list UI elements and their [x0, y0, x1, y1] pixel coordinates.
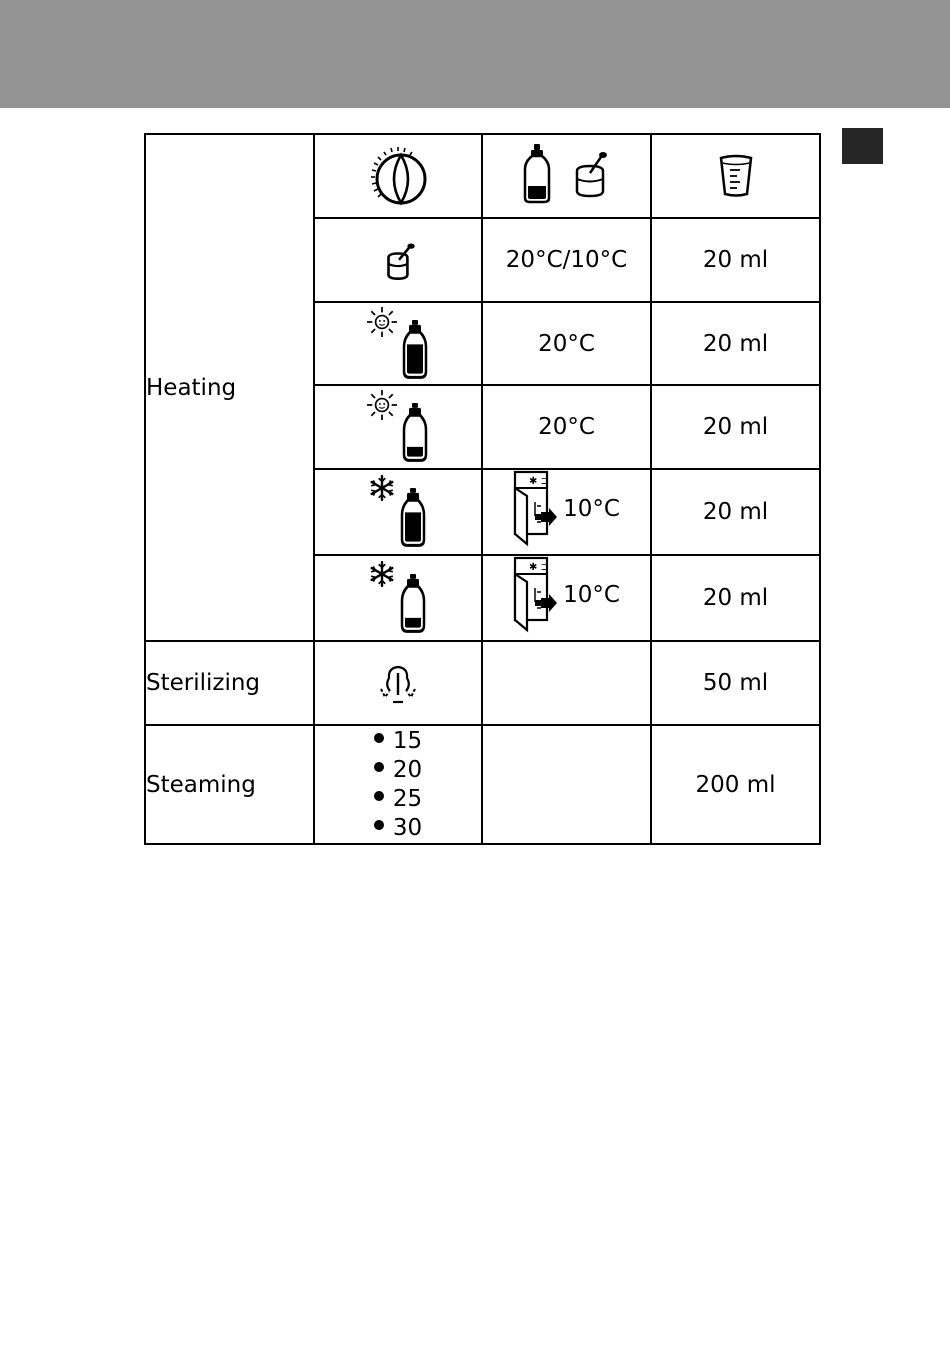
food-jar-icon	[571, 149, 611, 199]
temperature-value: 10°C	[563, 496, 620, 522]
temperature-cell: 20°C/10°C	[482, 218, 651, 302]
water-amount-cell: 20 ml	[651, 218, 820, 302]
setting-cell	[314, 302, 482, 385]
language-tab-marker	[842, 128, 883, 164]
header-food-type-cell	[482, 134, 651, 218]
sun-icon	[367, 390, 397, 420]
water-amount-cell: 20 ml	[651, 385, 820, 469]
temperature-dial-icon	[367, 144, 429, 208]
snowflake-icon	[369, 561, 395, 587]
steaming-times-list	[374, 727, 422, 843]
water-amount-cell: 20 ml	[651, 555, 820, 641]
bullet-icon	[374, 820, 384, 830]
steaming-mode-cell	[145, 725, 314, 844]
fridge-icon	[513, 556, 559, 634]
full-bottle-icon	[401, 319, 429, 381]
steam-icon	[374, 661, 422, 705]
list-item: 20	[374, 756, 422, 785]
temperature-cell	[482, 641, 651, 725]
bullet-icon	[374, 791, 384, 801]
bottle-icon	[523, 144, 551, 204]
temperature-cell	[482, 555, 651, 641]
bullet-icon	[374, 733, 384, 743]
water-amount-cell: 20 ml	[651, 469, 820, 555]
fridge-icon	[513, 470, 559, 548]
list-item: 15	[374, 727, 422, 756]
sterilizing-row	[145, 641, 820, 725]
program-table	[144, 133, 821, 845]
temperature-cell: 20°C	[482, 385, 651, 469]
setting-cell	[314, 385, 482, 469]
header-water-cell	[651, 134, 820, 218]
sterilizing-label: Sterilizing	[146, 670, 261, 696]
sun-icon	[367, 307, 397, 337]
bullet-icon	[374, 762, 384, 772]
temperature-cell: 20°C	[482, 302, 651, 385]
header-row	[145, 134, 820, 218]
full-bottle-icon	[399, 487, 427, 549]
temperature-cell	[482, 725, 651, 844]
heating-mode-cell	[145, 134, 314, 641]
measuring-cup-icon	[718, 154, 754, 198]
low-bottle-icon	[401, 402, 429, 464]
low-bottle-icon	[399, 573, 427, 635]
snowflake-icon	[369, 475, 395, 501]
temperature-value: 10°C	[563, 582, 620, 608]
steaming-label: Steaming	[146, 771, 256, 798]
list-item: 25	[374, 785, 422, 814]
setting-cell	[314, 641, 482, 725]
sterilizing-mode-cell	[145, 641, 314, 725]
steaming-times-cell	[314, 725, 482, 844]
header-band	[0, 0, 950, 108]
list-item: 30	[374, 814, 422, 843]
heating-label: Heating	[146, 374, 237, 401]
water-amount-cell: 20 ml	[651, 302, 820, 385]
setting-cell	[314, 218, 482, 302]
water-amount-cell: 200 ml	[651, 725, 820, 844]
water-amount-cell: 50 ml	[651, 641, 820, 725]
food-jar-icon	[378, 235, 418, 285]
setting-cell	[314, 469, 482, 555]
setting-cell	[314, 555, 482, 641]
header-setting-cell	[314, 134, 482, 218]
steaming-row	[145, 725, 820, 844]
temperature-cell	[482, 469, 651, 555]
